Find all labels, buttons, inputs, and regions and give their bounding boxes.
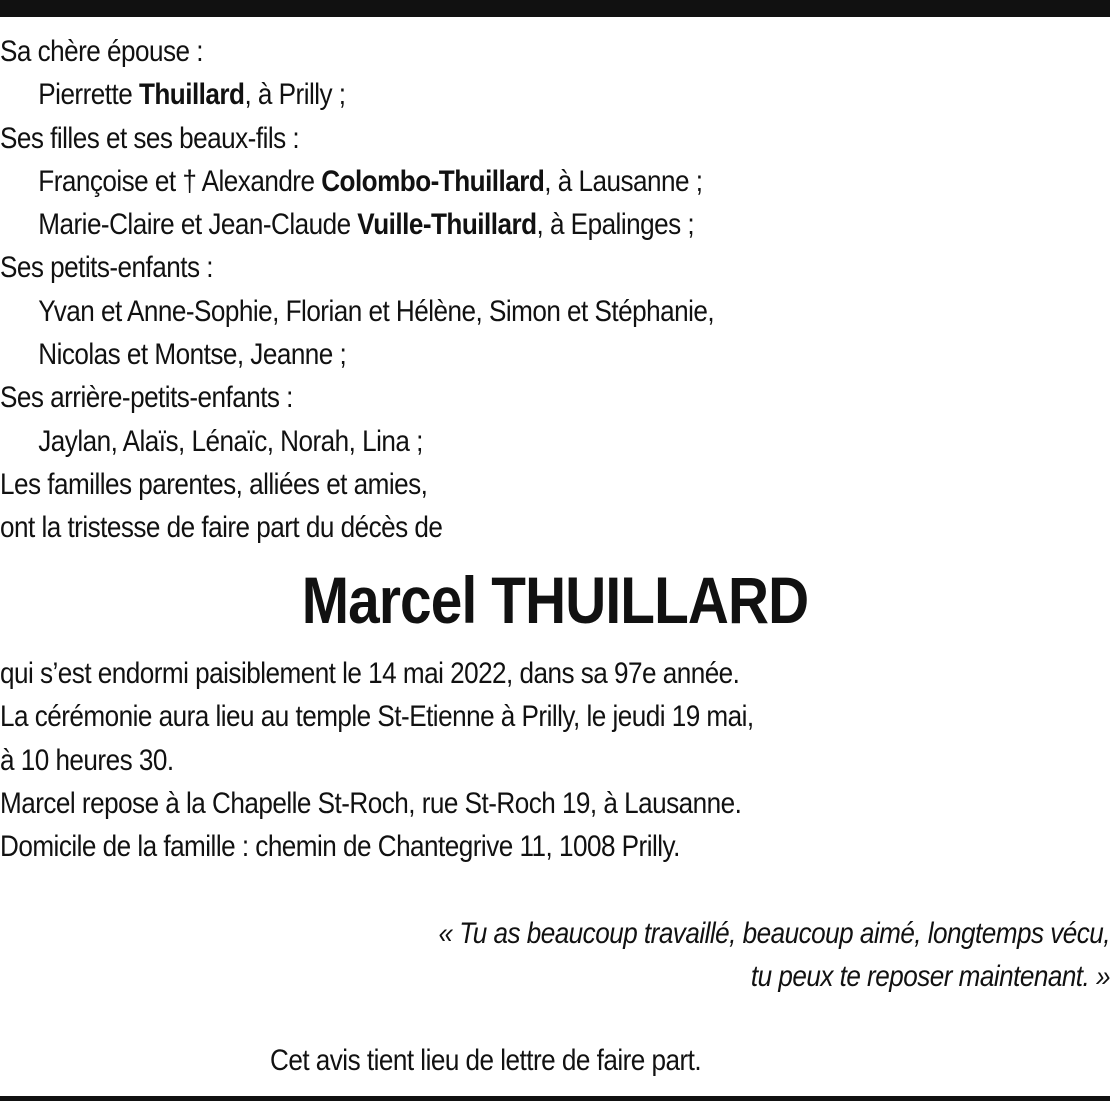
daughter2-place: , à Epalinges ; [536, 208, 695, 242]
details-line-5: Domicile de la famille : chemin de Chantegrive 11, 1008 Prilly. [0, 830, 680, 864]
spouse-place: , à Prilly ; [244, 78, 346, 112]
grandchildren-line-2: Nicolas et Montse, Jeanne ; [38, 338, 347, 372]
deceased-name: Marcel THUILLARD [301, 563, 809, 637]
spouse-line [0, 73, 966, 116]
details-line-2: La cérémonie aura lieu au temple St-Etienne à Prilly, le jeudi 19 mai, [0, 700, 754, 734]
relatives-line: Les familles parentes, alliées et amies, [0, 467, 428, 501]
quote-line-1: « Tu as beaucoup travaillé, beaucoup aimé, longtemps vécu, [438, 917, 1110, 950]
details-line-3: à 10 heures 30. [0, 743, 174, 777]
closing-note: Cet avis tient lieu de lettre de faire part. [270, 1044, 702, 1077]
grandchildren-heading: Ses petits-enfants : [0, 251, 213, 285]
daughter2-surname: Vuille-Thuillard [357, 208, 537, 242]
spouse-name: Pierrette [38, 78, 139, 112]
great-grandchildren-heading: Ses arrière-petits-enfants : [0, 381, 293, 415]
quote [144, 912, 1110, 998]
daughter2-names: Marie-Claire et Jean-Claude [38, 208, 358, 242]
great-grandchildren-line: Jaylan, Alaïs, Lénaïc, Norah, Lina ; [38, 424, 423, 458]
daughter1-line [0, 160, 966, 203]
top-rule [0, 0, 1110, 17]
details-line-1: qui s’est endormi paisiblement le 14 mai 2022, dans sa 97e année. [0, 657, 740, 690]
family-list [0, 30, 966, 550]
details-line-4: Marcel repose à la Chapelle St-Roch, rue St-Roch 19, à Lausanne. [0, 786, 742, 820]
daughter1-surname: Colombo-Thuillard [321, 164, 545, 198]
daughter2-line [0, 203, 966, 246]
spouse-surname: Thuillard [138, 78, 245, 112]
daughter1-names: Françoise et † Alexandre [38, 164, 322, 198]
daughter1-place: , à Lausanne ; [544, 164, 703, 198]
ceremony-details [0, 652, 966, 868]
announcement-line: ont la tristesse de faire part du décès de [0, 511, 443, 545]
daughters-heading: Ses filles et ses beaux-fils : [0, 121, 300, 155]
bottom-rule [0, 1096, 1110, 1101]
spouse-heading: Sa chère épouse : [0, 35, 203, 68]
grandchildren-line-1: Yvan et Anne-Sophie, Florian et Hélène, Simon et Stéphanie, [38, 294, 715, 328]
quote-line-2: tu peux te reposer maintenant. » [750, 960, 1110, 993]
